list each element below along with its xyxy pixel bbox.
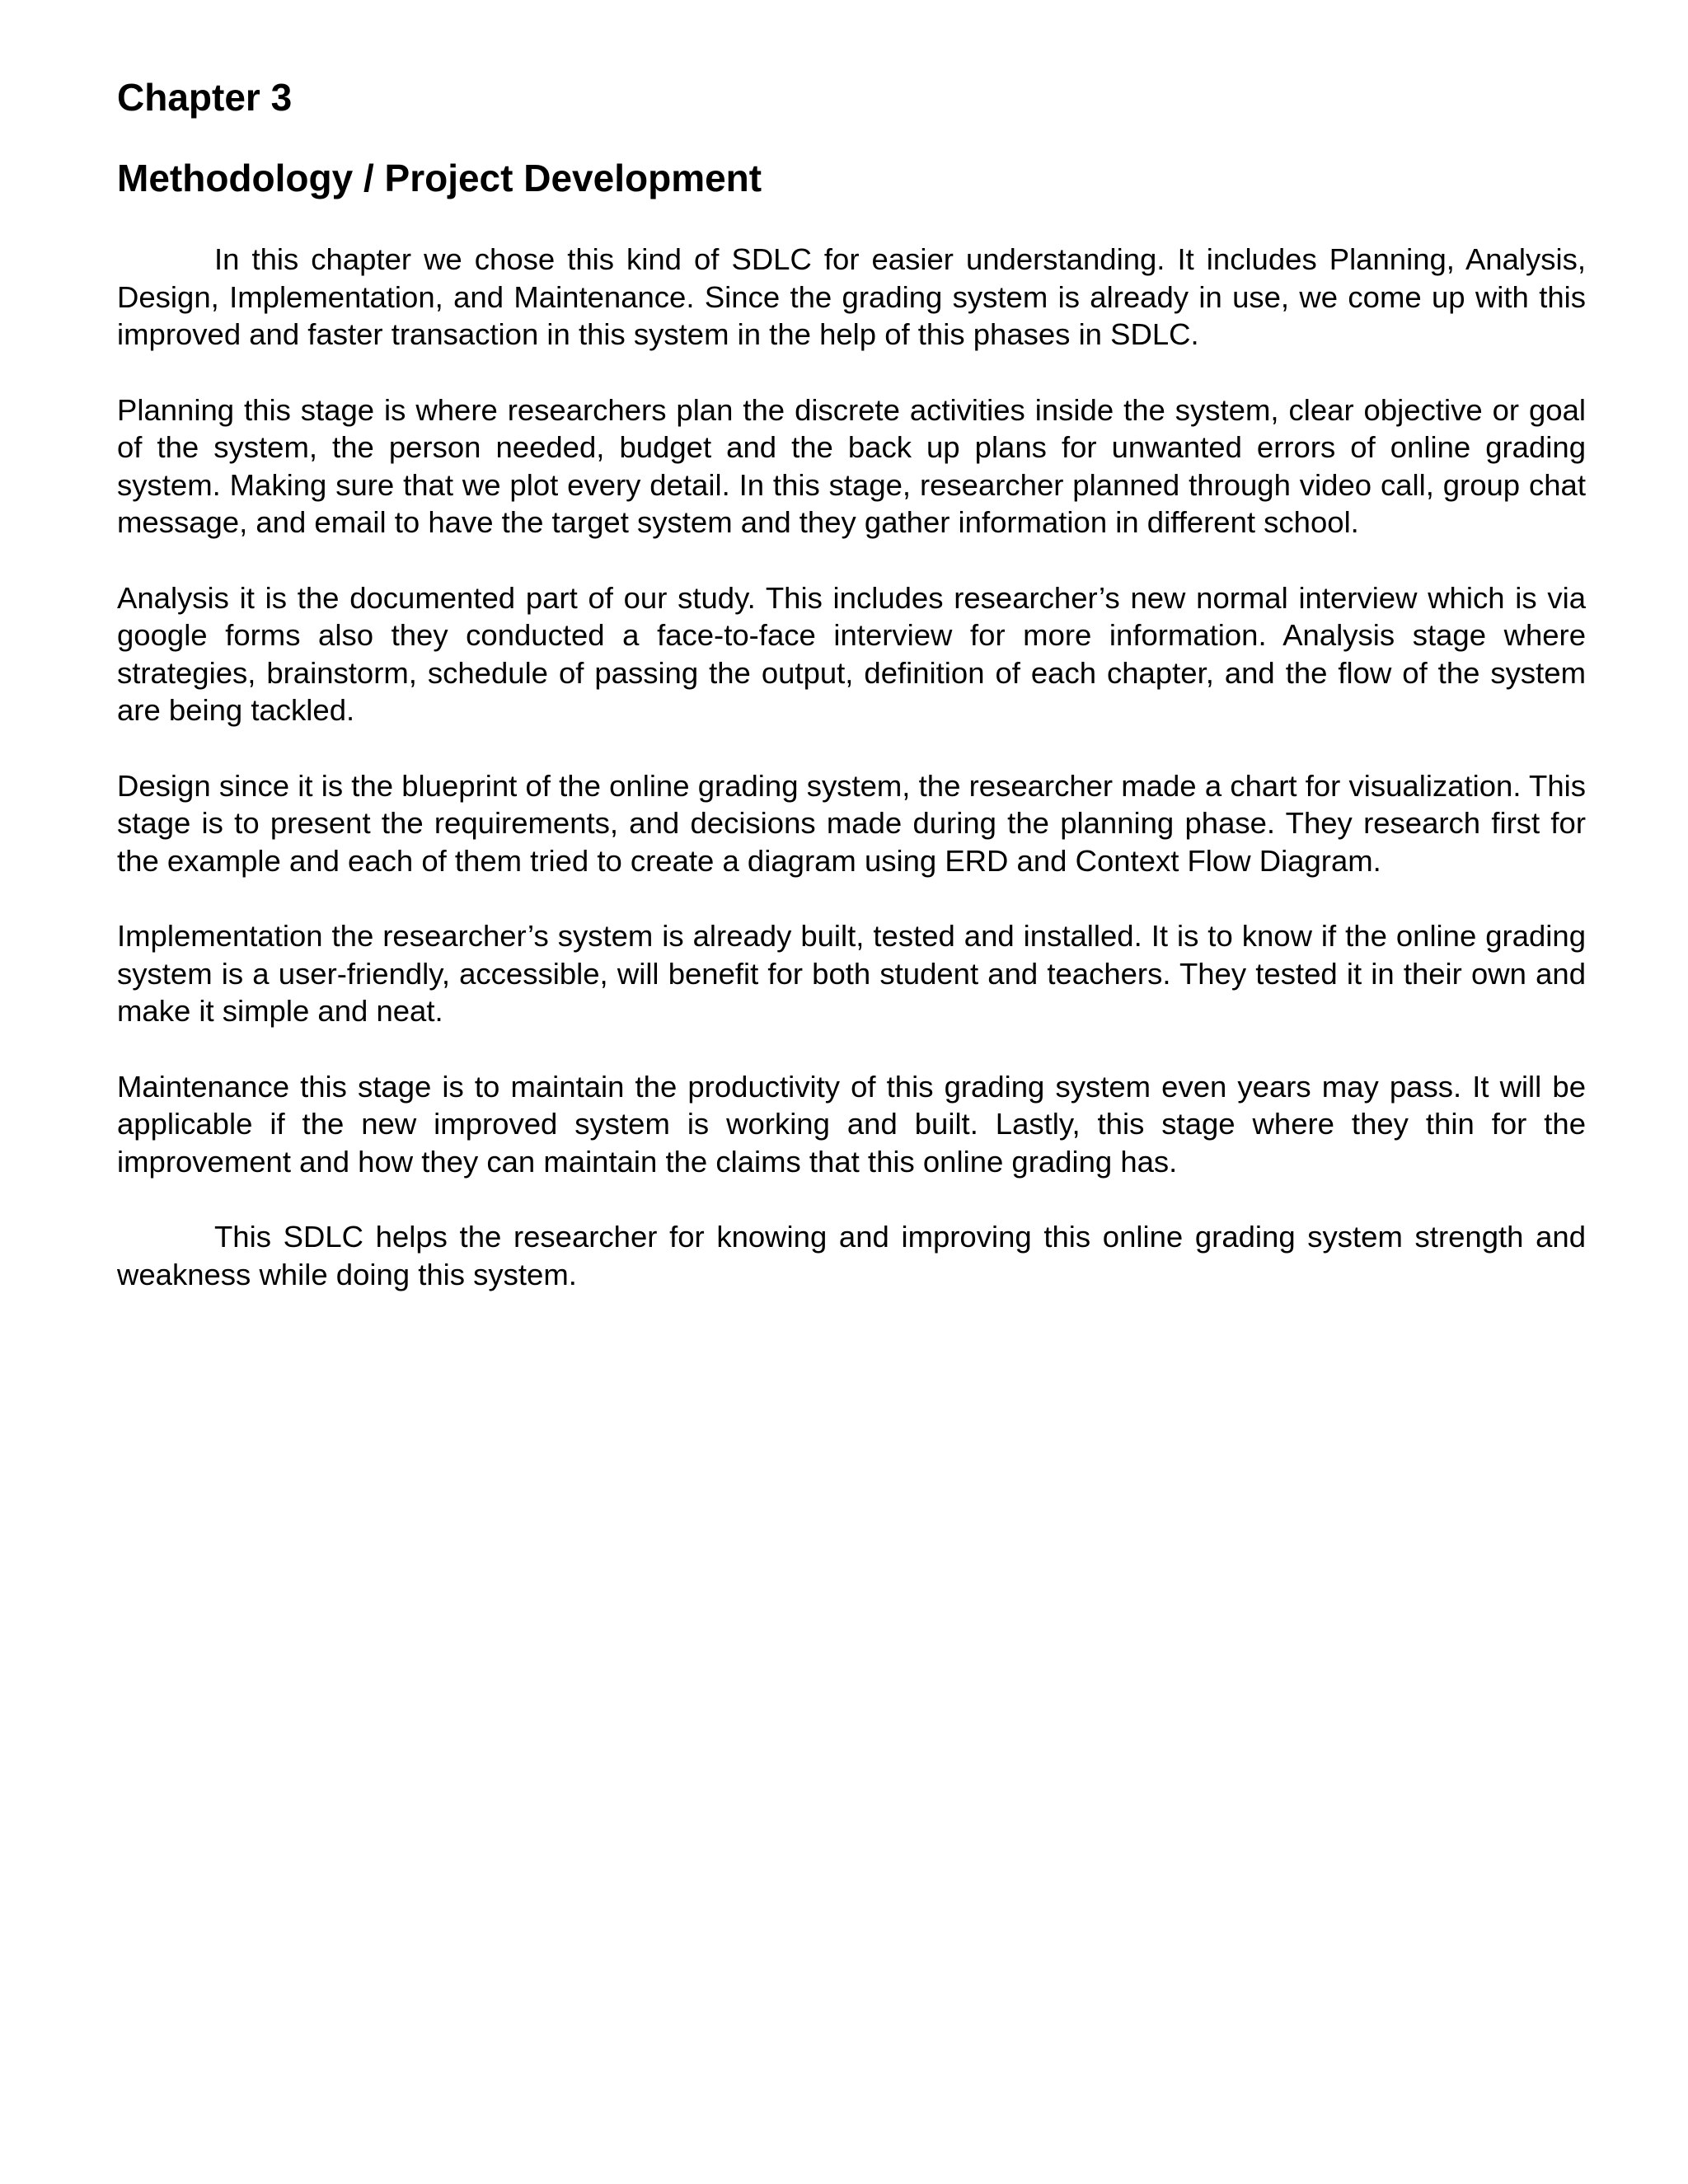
- paragraph-conclusion: This SDLC helps the researcher for knowing and improving this online grading system strength and weakness while doing this system.: [117, 1220, 1586, 1291]
- paragraph-planning: Planning this stage is where researchers plan the discrete activities inside the system, clear objective or goal of the system, the person needed, budget and the back up plans for unwanted errors of online grading system. Making sure that we plot every detail. In this stage, researcher planned through video call, group chat message, and email to have the target system and they gather information in different school.: [117, 392, 1586, 539]
- paragraph-analysis: Analysis it is the documented part of our study. This includes researcher’s new normal interview which is via google forms also they conducted a face-to-face interview for more information. Analysis stage where strategies, brainstorm, schedule of passing the output, definition of each chapter, and the flow of the system are being tackled.: [117, 580, 1586, 727]
- document-page: [117, 73, 1586, 1331]
- chapter-label: Chapter 3: [117, 76, 293, 119]
- chapter-title: Methodology / Project Development: [117, 157, 762, 199]
- paragraph-introduction: In this chapter we chose this kind of SDLC for easier understanding. It includes Planning, Analysis, Design, Implementation, and Maintenance. Since the grading system is already in use, we come up with this improved and faster transaction in this system in the help of this phases in SDLC.: [117, 242, 1586, 351]
- document-body: [117, 241, 1586, 1293]
- paragraph-design: Design since it is the blueprint of the online grading system, the researcher made a chart for visualization. This stage is to present the requirements, and decisions made during the planning phase. They research first for the example and each of them tried to create a diagram using ERD and Context Flow Diagram.: [117, 768, 1586, 878]
- paragraph-maintenance: Maintenance this stage is to maintain the productivity of this grading system even years may pass. It will be applicable if the new improved system is working and built. Lastly, this stage where they thin for the improvement and how they can maintain the claims that this online grading has.: [117, 1069, 1586, 1179]
- paragraph-implementation: Implementation the researcher’s system is already built, tested and installed. It is to know if the online grading system is a user-friendly, accessible, will benefit for both student and teachers. They tested it in their own and make it simple and neat.: [117, 919, 1586, 1028]
